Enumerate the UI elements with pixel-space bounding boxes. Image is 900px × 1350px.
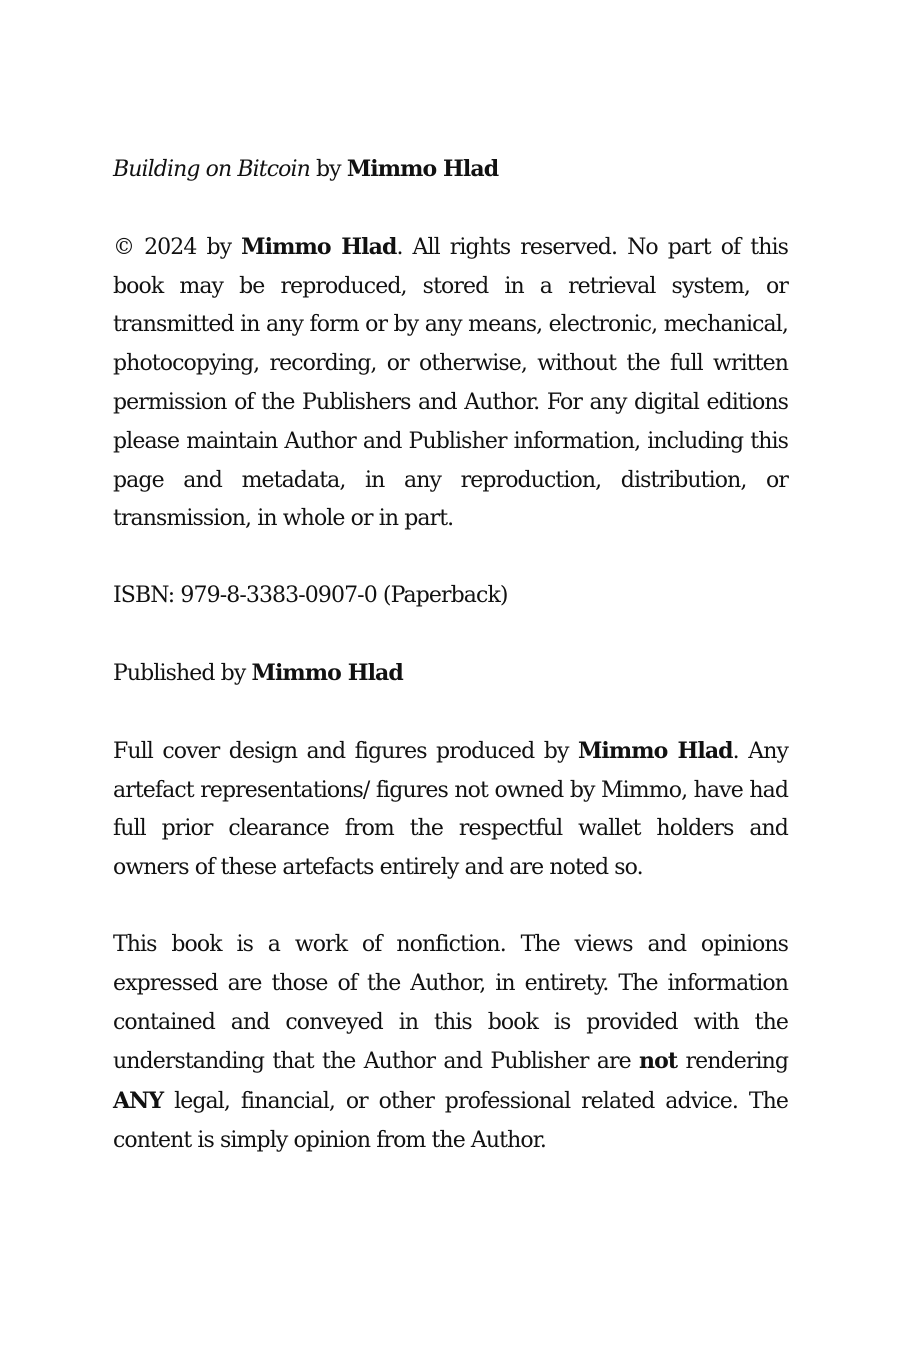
disclaimer-part3: legal, financial, or other professional related advice. The content is simply opinion from the Author. bbox=[113, 1089, 788, 1153]
publisher-line bbox=[113, 654, 788, 694]
book-title: Building on Bitcoin bbox=[113, 157, 310, 182]
disclaimer-part2: rendering bbox=[685, 1049, 789, 1075]
publisher-prefix: Published by bbox=[113, 660, 246, 686]
disclaimer-bold-any: ANY bbox=[113, 1088, 164, 1115]
disclaimer bbox=[113, 926, 788, 1161]
copyright-prefix: © 2024 by bbox=[113, 234, 232, 260]
disclaimer-part1: This book is a work of nonfiction. The views and opinions expressed are those of the Author, in entirety. The information contained and conveyed in this book is provided with the understanding that the Author and Publisher are bbox=[113, 931, 788, 1075]
isbn: ISBN: 979-8-3383-0907-0 (Paperback) bbox=[113, 583, 508, 609]
title-line bbox=[113, 150, 788, 190]
disclaimer-bold-not: not bbox=[639, 1048, 678, 1075]
copyright-page bbox=[113, 150, 788, 1199]
cover-credit-text: . Any artefact representations/ figures not owned by Mimmo, have had full prior clearance from the respectful wallet holders and owners of these artefacts entirely and are noted so. bbox=[113, 738, 788, 881]
publisher-name: Mimmo Hlad bbox=[251, 659, 403, 686]
title-author: Mimmo Hlad bbox=[346, 156, 499, 182]
copyright-text: . All rights reserved. No part of this book may be reproduced, stored in a retrieval system, or transmitted in any form or by any means, electronic, mechanical, photocopying, recording, or otherwise, without the full written permission of the Publishers and Author. For any digital editions please maintain Author and Publisher information, including this page and metadata, in any reproduction, distribution, or transmission, in whole or in part. bbox=[113, 234, 789, 532]
copyright-author: Mimmo Hlad bbox=[241, 233, 397, 260]
cover-credit bbox=[113, 732, 788, 888]
title-by: by bbox=[316, 157, 341, 182]
cover-credit-author: Mimmo Hlad bbox=[577, 737, 733, 764]
copyright-notice bbox=[113, 228, 788, 539]
cover-credit-prefix: Full cover design and figures produced by bbox=[113, 738, 569, 764]
